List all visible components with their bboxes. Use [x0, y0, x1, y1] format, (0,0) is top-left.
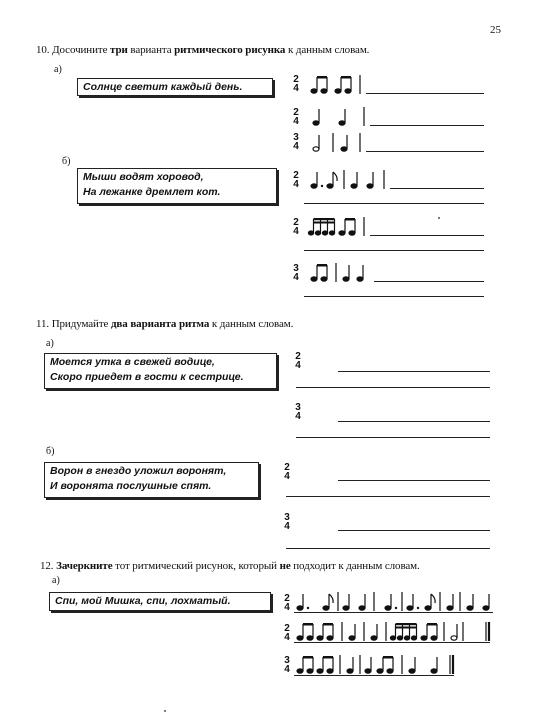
task-12-row-2-rhythm	[290, 620, 495, 644]
answer-line	[338, 421, 490, 422]
task-10-b-label: б)	[62, 156, 71, 167]
task-11-title: 11. Придумайте два варианта ритма к данным словам.	[36, 318, 294, 330]
task-11-a-line-2: Скоро приедет в гости к сестрице.	[50, 371, 244, 383]
answer-line	[338, 530, 490, 531]
task-10-title: 10. Досочините три варианта ритмического рисунка к данным словам.	[36, 44, 370, 56]
answer-line	[286, 496, 490, 497]
page-number: 25	[490, 24, 501, 36]
task-10-row-1-time-signature: 2 4	[293, 74, 299, 94]
scan-speck	[164, 710, 166, 712]
answer-line	[296, 387, 490, 388]
task-12-row-3-rhythm	[290, 652, 495, 678]
task-10-row-3-time-signature: 3 4	[293, 132, 299, 152]
task-11-a-line-1: Моется утка в свежей водице,	[50, 356, 215, 368]
answer-line	[296, 437, 490, 438]
task-12-title: 12. Зачеркните тот ритмический рисунок, который не подходит к данным словам.	[40, 560, 420, 572]
task-12-row-1-time-signature: 2 4	[284, 593, 290, 613]
task-10-b-text-box	[77, 168, 277, 204]
task-10-row-4-time-signature: 2 4	[293, 170, 299, 190]
task-10-row-2-rhythm	[300, 104, 490, 128]
task-12-row-3-time-signature: 3 4	[284, 655, 290, 675]
task-10-row-5-time-signature: 2 4	[293, 217, 299, 237]
task-12-row-2-time-signature: 2 4	[284, 623, 290, 643]
task-10-b-line-2: На лежанке дремлет кот.	[83, 186, 221, 198]
answer-line	[286, 548, 490, 549]
task-10-row-2-time-signature: 2 4	[293, 107, 299, 127]
task-10-row-1-rhythm	[300, 72, 490, 96]
task-11-a-row-2-time-signature: 3 4	[295, 402, 301, 422]
task-10-a-text-box	[77, 78, 273, 96]
answer-line	[338, 371, 490, 372]
answer-line	[338, 480, 490, 481]
scan-speck	[438, 217, 440, 219]
task-10-row-3-rhythm	[300, 130, 490, 154]
task-11-b-line-2: И воронята послушные спят.	[50, 480, 212, 492]
task-10-row-4-rhythm	[300, 167, 490, 207]
task-10-row-5-rhythm	[300, 214, 490, 254]
task-10-row-6-time-signature: 3 4	[293, 263, 299, 283]
task-11-a-label: а)	[46, 338, 54, 349]
task-11-a-text-box	[44, 353, 277, 389]
task-10-a-text: Солнце светит каждый день.	[83, 81, 243, 93]
task-12-a-text: Спи, мой Мишка, спи, лохматый.	[55, 595, 231, 607]
task-11-b-label: б)	[46, 446, 55, 457]
task-11-b-line-1: Ворон в гнездо уложил воронят,	[50, 465, 227, 477]
task-12-row-1-rhythm	[290, 590, 495, 614]
task-10-b-line-1: Мыши водят хоровод,	[83, 171, 204, 183]
task-11-b-row-1-time-signature: 2 4	[284, 462, 290, 482]
task-11-b-text-box	[44, 462, 259, 498]
task-11-b-row-2-time-signature: 3 4	[284, 512, 290, 532]
task-11-a-row-1-time-signature: 2 4	[295, 351, 301, 371]
task-12-a-text-box	[49, 592, 271, 611]
task-12-a-label: а)	[52, 575, 60, 586]
task-10-a-label: а)	[54, 64, 62, 75]
task-10-row-6-rhythm	[300, 260, 490, 300]
